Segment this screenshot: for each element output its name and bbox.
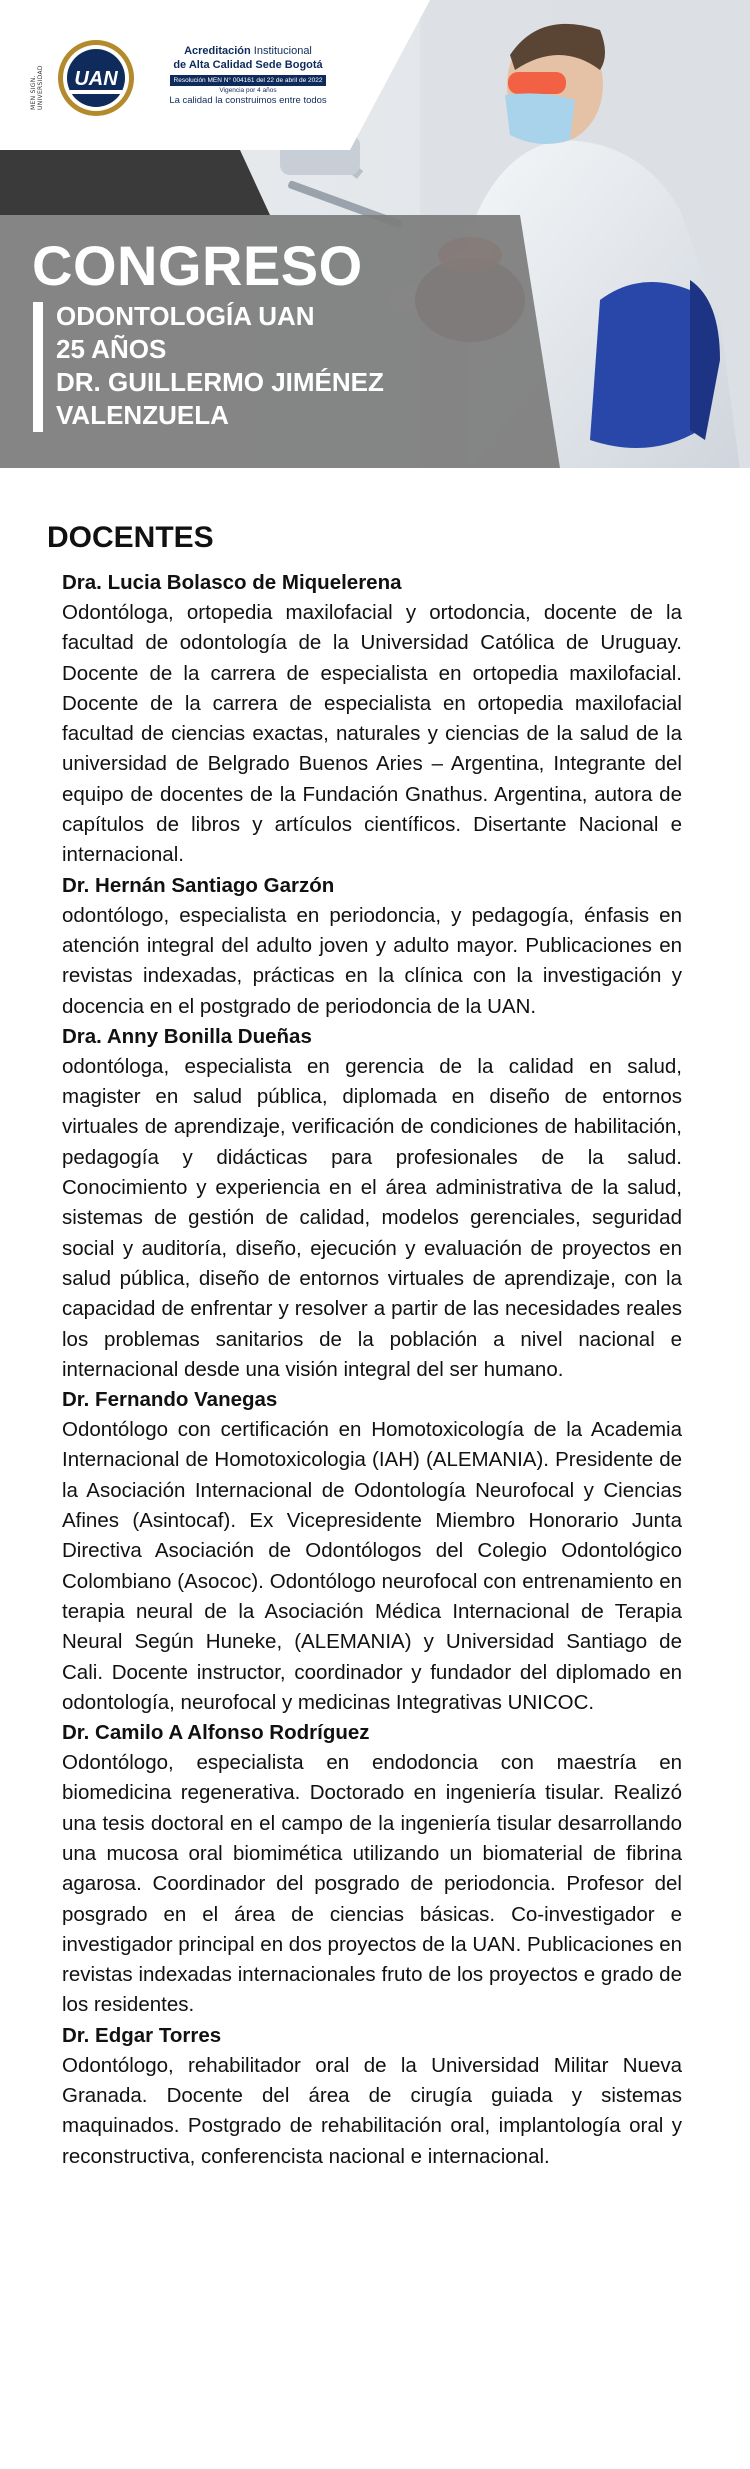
docente-name: Dr. Camilo A Alfonso Rodríguez — [62, 1721, 370, 1745]
docente-entry — [62, 1718, 682, 2021]
docente-bio: odontólogo, especialista en periodoncia, y pedagogía, énfasis en atención integral del adulto joven y adulto mayor. Publicaciones en revistas indexadas, prácticas en la clínica con la investigación y docencia en el postgrado de periodoncia de la UAN. — [62, 903, 682, 1018]
resolution-badge: Resolución MEN N° 004161 del 22 de abril de 2022 — [170, 75, 327, 86]
validity-text: Vigencia por 4 años — [219, 87, 277, 94]
vertical-side-tag: MEN SIGN. UNIVERSIDAD — [30, 65, 44, 110]
docente-bio: Odontólogo, especialista en endodoncia con maestría en biomedicina regenerativa. Doctorado en ingeniería tisular. Realizó una tesis doctoral en el campo de la ingeniería tisular desarrollando una mucosa oral biomimética utilizando un biomaterial de fibrina agarosa. Coordinador del posgrado de periodoncia. Profesor del posgrado en el área de ciencias básicas. Co-investigador e investigador principal en dos proyectos de la UAN. Publicaciones en revistas indexadas internacionales fruto de los proyectos e grado de los residentes. — [62, 1751, 682, 2017]
docente-bio: Odontóloga, ortopedia maxilofacial y ortodoncia, docente de la facultad de odontología de la Universidad Católica de Uruguay. Docente de la carrera de especialista en ortopedia maxilofacial. Docente de la carrera de especialista en ortopedia maxilofacial facultad de ciencias exactas, naturales y ciencias de la salud de la universidad de Belgrado Buenos Aries – Argentina, Integrante del equipo de docentes de la Fundación Gnathus. Argentina, autora de capítulos de libros y artículos científicos. Disertante Nacional e internacional. — [62, 601, 682, 867]
docente-bio: Odontólogo, rehabilitador oral de la Universidad Militar Nueva Granada. Docente del área de cirugía guiada y sistemas maquinados. Postgrado de rehabilitación oral, implantología oral y reconstructiva, conferencista nacional e internacional. — [62, 2053, 682, 2168]
accreditation-rest: Institucional — [250, 45, 312, 57]
subtitle-line: DR. GUILLERMO JIMÉNEZ — [56, 367, 384, 397]
docente-entry — [62, 1385, 682, 1718]
docente-name: Dr. Fernando Vanegas — [62, 1388, 278, 1412]
docente-entry — [62, 1022, 682, 1385]
page-title: CONGRESO — [32, 234, 363, 297]
accreditation-block — [148, 44, 348, 107]
subtitle-line: ODONTOLOGÍA UAN — [56, 301, 315, 331]
accreditation-line2: de Alta Calidad Sede Bogotá — [173, 59, 323, 71]
docente-name: Dra. Lucia Bolasco de Miquelerena — [62, 571, 402, 594]
docente-entry — [62, 568, 682, 871]
accreditation-bold: Acreditación — [184, 45, 251, 57]
docente-name: Dra. Anny Bonilla Dueñas — [62, 1024, 312, 1048]
docente-bio: Odontólogo con certificación en Homotoxicología de la Academia Internacional de Homotoxicologia (IAH) (ALEMANIA). Presidente de la Asociación Internacional de Odontología Neurofocal y Ciencias Afines (Asintocaf). Ex Vicepresidente Miembro Honorario Junta Directiva Asociación de Odontólogos del Colegio Odontológico Colombiano (Asococ). Odontólogo neurofocal con entrenamiento en terapia neural de la Asociación Médica Internacional de Terapia Neural Según Huneke, (ALEMANIA) y Universidad Santiago de Cali. Docente instructor, coordinador y fundador del diplomado en odontología, neurofocal y medicinas Integrativas UNICOC. — [62, 1418, 682, 1714]
docente-name: Dr. Edgar Torres — [62, 2023, 222, 2047]
docente-entry — [62, 2021, 682, 2172]
docente-name: Dr. Hernán Santiago Garzón — [62, 873, 335, 897]
subtitle-line: 25 AÑOS — [56, 334, 167, 364]
docente-bio: odontóloga, especialista en gerencia de la calidad en salud, magister en salud pública, diplomada en diseño de entornos virtuales de aprendizaje, verificación de condiciones de habilitación, pedagogía y didácticas para profesionales de la salud. Conocimiento y experiencia en el área administrativa de la salud, sistemas de gestión de calidad, modelos gerenciales, seguridad social y auditoría, diseño, ejecución y evaluación de proyectos en salud pública, diseño de entornos virtuales de aprendizaje, con la capacidad de enfrentar y resolver a partir de las necesidades reales los problemas sanitarios de la población a nivel nacional e internacional desde una visión integral del ser humano. — [62, 1054, 682, 1381]
docente-entry — [62, 871, 682, 1022]
uan-logo — [48, 38, 144, 118]
docentes-list — [62, 568, 682, 2172]
section-title: DOCENTES — [47, 521, 214, 554]
header-banner — [0, 0, 750, 468]
subtitle — [56, 300, 384, 432]
tagline: La calidad la construimos entre todos — [169, 95, 327, 106]
svg-text:UAN: UAN — [74, 68, 118, 90]
title-accent-bar — [33, 302, 43, 432]
subtitle-line: VALENZUELA — [56, 400, 229, 430]
